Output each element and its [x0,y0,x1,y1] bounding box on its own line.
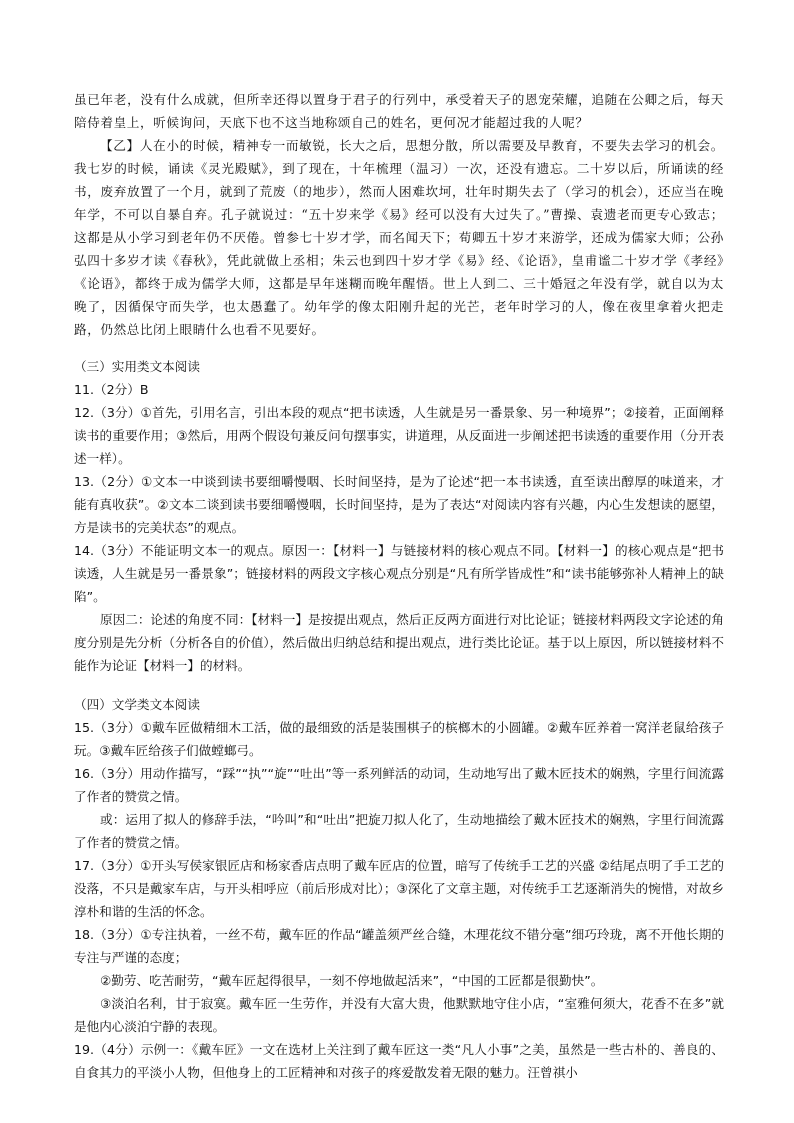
answer-q14-reason2: 原因二：论述的角度不同：【材料一】是按提出观点，然后正反两方面进行对比论证；链接材料两段文字论述的角度分别是先分析（分析各自的价值），然后做出归纳总结和提出观点，进行类比论证。基于以上原因，所以链接材料不能作为论证【材料一】的材料。 [74,612,724,673]
answer-q13: 13.（2分）①文本一中谈到读书要细嚼慢咽、长时间坚持，是为了论述“把一本书读透，直至读出醇厚的味道来，才能有真收获”。②文本二谈到读书要细嚼慢咽，长时间坚持，是为了表达“对阅读内容有兴趣，内心生发想读的愿望，方是读书的完美状态”的观点。 [74,474,724,535]
answer-q11: 11.（2分）B [74,382,149,397]
answer-q14: 14.（3分）不能证明文本一的观点。原因一：【材料一】与链接材料的核心观点不同。【材料一】的核心观点是“把书读透，人生就是另一番景象”；链接材料的两段文字核心观点分别是“凡有所学皆成性”和“读书能够弥补人精神上的缺陷”。 [74,543,724,604]
spacer [74,341,724,355]
answer-q12: 12.（3分）①首先，引用名言，引出本段的观点“把书读透，人生就是另一番景象、另一种境界”；②接着，正面阐释读书的重要作用；③然后，用两个假设句兼反问句摆事实，讲道理，从反面进一步阐述把书读透的重要作用（分开表述一样）。 [74,405,724,466]
answer-q19: 19.（4分）示例一：《戴车匠》一文在选材上关注到了戴车匠这一类“凡人小事”之美，虽然是一些古朴的、善良的、自食其力的平淡小人物，但他身上的工匠精神和对孩子的疼爱散发着无限的魅力。汪曾祺小 [74,1042,724,1080]
classical-translation-continued: 虽已年老，没有什么成就，但所幸还得以置身于君子的行列中，承受着天子的恩宠荣耀，追随在公卿之后，每天陪侍着皇上，听候询问，天底下也不这当地称颂自己的姓名，更何况才能超过我的人呢？ [74,92,724,130]
section-heading-literary-text: （四）文学类文本阅读 [74,697,200,712]
answer-q17: 17.（3分）①开头写侯家银匠店和杨家香店点明了戴车匠店的位置，暗写了传统手工艺的兴盛 ②结尾点明了手工艺的没落，不只是戴家车店，与开头相呼应（前后形成对比）；③深化了文章主题，对传统手工艺逐渐消失的惋惜，对故乡淳朴和谐的生活的怀念。 [74,858,724,919]
answer-q18-point3: ③淡泊名利，甘于寂寞。戴车匠一生劳作，并没有大富大贵，他默默地守住小店，“室雅何须大，花香不在多”就是他内心淡泊宁静的表现。 [74,996,724,1034]
classical-translation-yi: 【乙】人在小的时候，精神专一而敏锐，长大之后，思想分散，所以需要及早教育，不要失去学习的机会。我七岁的时候，诵读《灵光殿赋》，到了现在，十年梳理（温习）一次，还没有遗忘。二十岁以后，所诵读的经书，废弃放置了一个月，就到了荒废（的地步），然而人困难坎坷，壮年时期失去了（学习的机会），还应当在晚年学，不可以自暴自弃。孔子就说过：“五十岁来学《易》经可以没有大过失了。”曹操、袁遗老而更专心致志；这都是从小学习到老年仍不厌倦。曾参七十岁才学，而名闻天下；荀卿五十岁才来游学，还成为儒家大师；公孙弘四十多岁才读《春秋》，凭此就做上丞相；朱云也到四十岁才学《易》经、《论语》，皇甫谧二十岁才学《孝经》《论语》，都终于成为儒学大师，这都是早年迷糊而晚年醒悟。世上人到二、三十婚冠之年没有学，就自以为太晚了，因循保守而失学，也太愚蠢了。幼年学的像太阳刚升起的光芒，老年时学习的人，像在夜里拿着火把走路，仍然总比闭上眼睛什么也看不见要好。 [74,138,724,337]
section-heading-practical-text: （三）实用类文本阅读 [74,359,200,374]
answer-q15: 15.（3分）①戴车匠做精细木工活，做的最细致的活是装围棋子的槟榔木的小圆罐。②戴车匠养着一窝洋老鼠给孩子玩。③戴车匠给孩子们做螳螂弓。 [74,720,724,758]
document-content [74,88,724,1084]
spacer [74,677,724,693]
answer-q18: 18.（3分）①专注执着，一丝不苟，戴车匠的作品“罐盖须严丝合缝，木理花纹不错分毫”细巧玲珑，离不开他长期的专注与严谨的态度； [74,927,724,965]
answer-q16-alt: 或：运用了拟人的修辞手法，“吟叫”和“吐出”把旋刀拟人化了，生动地描绘了戴木匠技术的娴熟，字里行间流露了作者的赞赏之情。 [74,812,724,850]
answer-q18-point2: ②勤劳、吃苦耐劳，“戴车匠起得很早，一刻不停地做起活来”，“中国的工匠都是很勤快”。 [100,973,604,988]
answer-q16: 16.（3分）用动作描写，“踩”“执”“旋”“吐出”等一系列鲜活的动词，生动地写出了戴木匠技术的娴熟，字里行间流露了作者的赞赏之情。 [74,766,724,804]
